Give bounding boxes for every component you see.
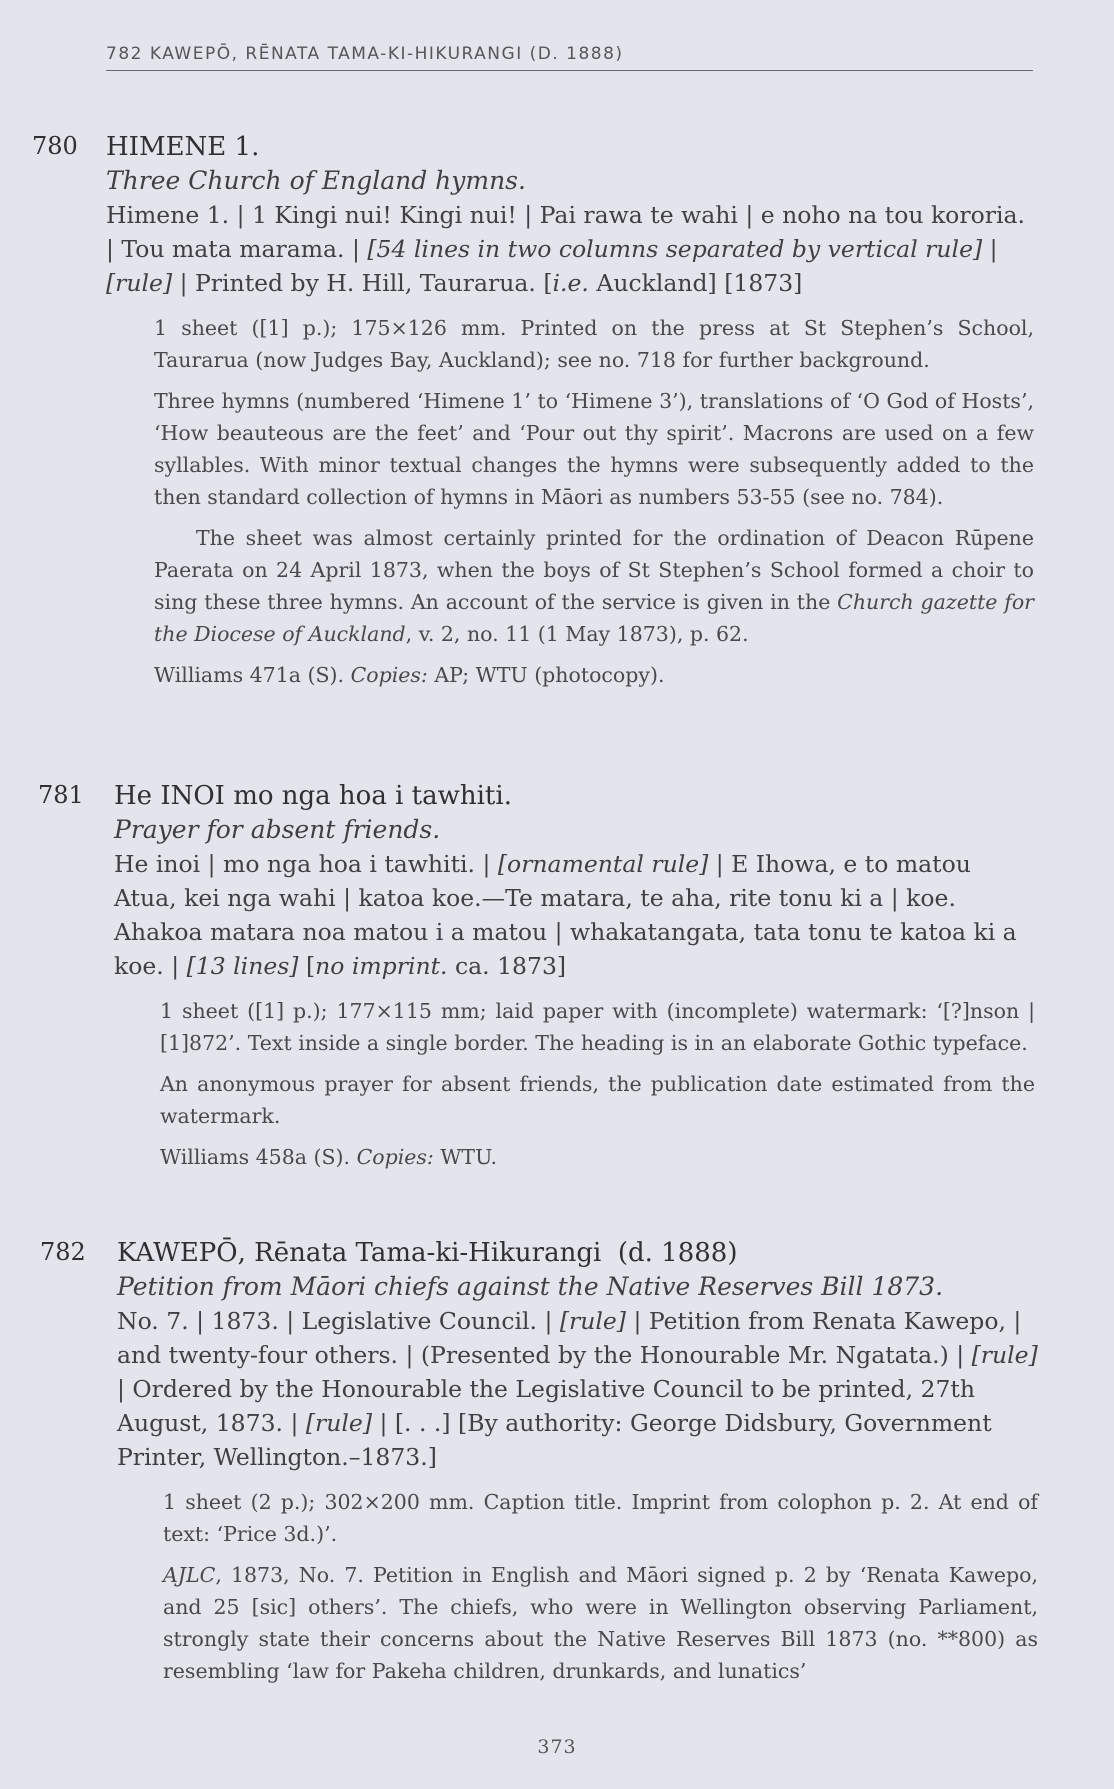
- entry-number: 781: [38, 781, 84, 809]
- transcription: He inoi | mo nga hoa i tawhiti. | [ornamental rule] | E Ihowa, e to matou Atua, kei nga wahi | katoa koe.—Te matara, te aha, rite tonu ki a | koe. Ahakoa matara noa matou i a matou | whakatangata, tata tonu te katoa ki a koe. | [13 lines] [no imprint. ca. 1873]: [114, 850, 1017, 980]
- transcription: No. 7. | 1873. | Legislative Council. | [rule] | Petition from Renata Kawepo, | and twenty-four others. | (Presented by the Honourable Mr. Ngatata.) | [rule] | Ordered by the Honourable the Legislative Council to be printed, 27th August, 1873. | [rule] | [. . .] [By authority: George Didsbury, Government Printer, Wellington.–1873.]: [117, 1307, 1038, 1471]
- heading-date: (d. 1888): [617, 1238, 738, 1268]
- entry-781: [38, 779, 1035, 1173]
- note-paragraph: An anonymous prayer for absent friends, the publication date estimated from the watermark.: [160, 1072, 1035, 1128]
- entry-782: [40, 1236, 1038, 1687]
- physical-description: 1 sheet (2 p.); 302×200 mm. Caption title. Imprint from colophon p. 2. At end of text: ‘Price 3d.)’.: [163, 1490, 1038, 1546]
- entry-notes: [154, 312, 1034, 691]
- note-paragraph: AJLC, 1873, No. 7. Petition in English and Māori signed p. 2 by ‘Renata Kawepo, and 25 [sic] others’. The chiefs, who were in Wellington observing Parliament, strongly state their concerns about the Native Reserves Bill 1873 (no. **800) as resembling ‘law for Pakeha children, drunkards, and lunatics’: [163, 1563, 1038, 1683]
- references: Williams 458a (S). Copies: WTU.: [160, 1145, 498, 1169]
- references: Williams 471a (S). Copies: AP; WTU (photocopy).: [154, 663, 665, 687]
- physical-description: 1 sheet ([1] p.); 175×126 mm. Printed on the press at St Stephen’s School, Taurarua (now Judges Bay, Auckland); see no. 718 for further background.: [154, 316, 1034, 372]
- entry-title: Petition from Māori chiefs against the Native Reserves Bill 1873.: [117, 1272, 944, 1301]
- page-number: 373: [537, 1736, 577, 1758]
- entry-title: Three Church of England hymns.: [106, 166, 526, 195]
- transcription: Himene 1. | 1 Kingi nui! Kingi nui! | Pai rawa te wahi | e noho na tou kororia. | Tou mata marama. | [54 lines in two columns separated by vertical rule] | [rule] | Printed by H. Hill, Taurarua. [i.e. Auckland] [1873]: [106, 201, 1025, 297]
- entry-notes: [163, 1486, 1038, 1687]
- entry-number: 780: [32, 132, 78, 160]
- physical-description: 1 sheet ([1] p.); 177×115 mm; laid paper with (incomplete) watermark: ‘[?]nson | [1]872’. Text inside a single border. The heading is in an elaborate Gothic typeface.: [160, 999, 1035, 1055]
- heading-name: KAWEPŌ, Rēnata Tama-ki-Hikurangi: [117, 1238, 602, 1268]
- entry-780: [32, 130, 1034, 691]
- entry-heading: [117, 1236, 1038, 1270]
- entry-title: Prayer for absent friends.: [114, 815, 441, 844]
- note-paragraph: Three hymns (numbered ‘Himene 1’ to ‘Himene 3’), translations of ‘O God of Hosts’, ‘How beauteous are the feet’ and ‘Pour out thy spirit’. Macrons are used on a few syllables. With minor textual changes the hymns were subsequently added to the then standard collection of hymns in Māori as numbers 53-55 (see no. 784).: [154, 389, 1034, 509]
- entry-heading: HIMENE 1.: [106, 132, 260, 162]
- note-paragraph: The sheet was almost certainly printed for the ordination of Deacon Rūpene Paerata on 24 April 1873, when the boys of St Stephen’s School formed a choir to sing these three hymns. An account of the service is given in the Church gazette for the Diocese of Auckland, v. 2, no. 11 (1 May 1873), p. 62.: [154, 526, 1034, 646]
- entry-number: 782: [40, 1238, 86, 1266]
- entry-heading: He INOI mo nga hoa i tawhiti.: [114, 781, 512, 811]
- entry-notes: [160, 995, 1035, 1173]
- running-head: 782 KAWEPŌ, RĒNATA TAMA-KI-HIKURANGI (D. 1888): [106, 44, 1033, 71]
